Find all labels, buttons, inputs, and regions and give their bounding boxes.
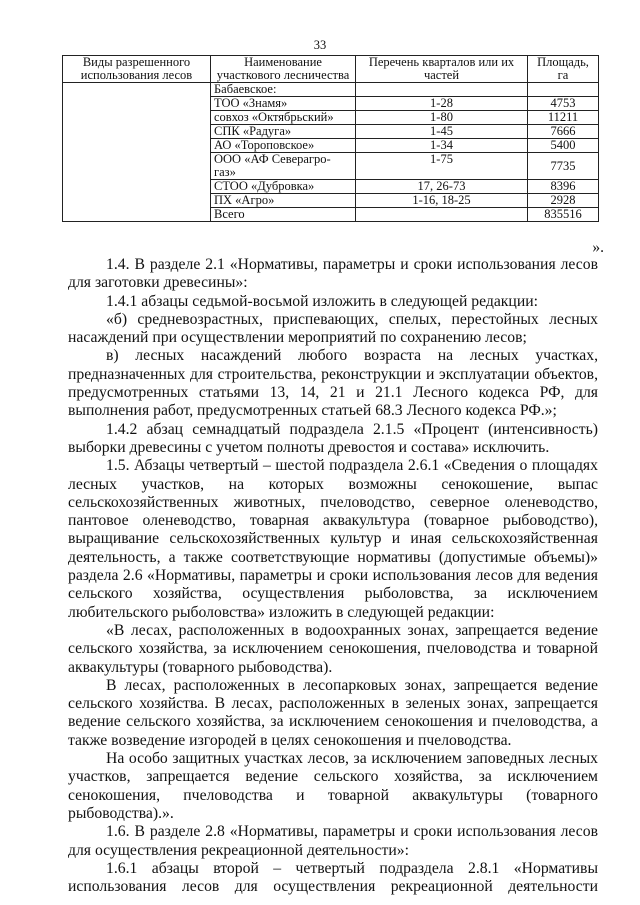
use-cell [63,83,211,222]
page-number: 33 [313,38,327,52]
paragraph: В лесах, расположенных в лесопарковых зонах, запрещается ведение сельского хозяйства. В лесах, расположенных в зеленых зонах, запрещается ведение сельского хозяйства, за исключением сенокошения и пчеловодства, а также возведение изгородей в целях сенокошения и пчеловодства. [68,676,598,749]
area-cell: 7666 [528,125,599,139]
table-closing-quote: ». [592,239,604,256]
paragraph: «В лесах, расположенных в водоохранных зонах, запрещается ведение сельского хозяйства, за исключением сенокошения, пчеловодства и товарной аквакультуры (товарного рыбоводства). [68,621,598,676]
forestry-cell: СТОО «Дубровка» [211,180,356,194]
quarters-cell: 1-16, 18-25 [356,194,528,208]
paragraph: 1.6.1 абзацы второй – четвертый подраздела 2.8.1 «Нормативы использования лесов для осуществления рекреационной деятельности [68,859,598,896]
quarters-cell: 1-28 [356,97,528,111]
quarters-cell [356,208,528,222]
forestry-cell: ООО «АФ Северагро-газ» [211,153,356,180]
paragraph: в) лесных насаждений любого возраста на лесных участках, предназначенных для строительства, реконструкции и эксплуатации объектов, предусмотренных статьями 13, 14, 21 и 21.1 Лесного кодекса РФ, для выполнения работ, предусмотренных статьей 68.3 Лесного кодекса РФ.»; [68,347,598,420]
area-cell: 7735 [528,153,599,180]
area-cell: 8396 [528,180,599,194]
paragraph: 1.5. Абзацы четвертый – шестой подраздела 2.6.1 «Сведения о площадях лесных участков, на которых возможны сенокошение, выпас сельскохозяйственных животных, пчеловодство, северное оленеводство, пантовое оленеводство, товарная аквакультура (товарное рыбоводство), выращивание сельскохозяйственных культур и иная сельскохозяйственная деятельность, а также соответствующие нормативы (допустимые объемы)» раздела 2.6 «Нормативы, параметры и сроки использования лесов для ведения сельского хозяйства, осуществления рыболовства, за исключением любительского рыболовства» изложить в следующей редакции: [68,457,598,621]
header-area: Площадь, га [528,56,599,83]
total-label-cell: Всего [211,208,356,222]
area-cell: 2928 [528,194,599,208]
quarters-cell: 1-45 [356,125,528,139]
paragraph: На особо защитных участках лесов, за исключением заповедных лесных участков, запрещается ведение сельского хозяйства, за исключением сенокошения, пчеловодства и товарной аквакультуры (товарного рыбоводства).». [68,750,598,822]
paragraph: 1.4.1 абзацы седьмой-восьмой изложить в следующей редакции: [106,292,538,310]
forestry-cell: совхоз «Октябрьский» [211,111,356,125]
forest-use-table [62,55,599,222]
paragraph: 1.4. В разделе 2.1 «Нормативы, параметры и сроки использования лесов для заготовки древесины»: [68,256,598,292]
forestry-cell: ТОО «Знамя» [211,97,356,111]
paragraph: 1.4.2 абзац семнадцатый подраздела 2.1.5 «Процент (интенсивность) выборки древесины с учетом полноты древостоя и состава» исключить. [68,420,598,456]
quarters-cell: 1-80 [356,111,528,125]
quarters-cell [356,83,528,97]
paragraph: 1.6. В разделе 2.8 «Нормативы, параметры и сроки использования лесов для осуществления рекреационной деятельности»: [68,823,598,859]
forestry-cell: АО «Тороповское» [211,139,356,153]
table-header-row [63,56,599,83]
document-body [68,256,598,896]
quarters-cell: 1-75 [356,153,528,180]
header-quarters: Перечень кварталов или их частей [356,56,528,83]
forestry-cell: Бабаевское: [211,83,356,97]
area-cell [528,83,599,97]
quarters-cell: 17, 26-73 [356,180,528,194]
area-cell: 11211 [528,111,599,125]
area-cell: 5400 [528,139,599,153]
table-row [63,83,599,97]
header-use: Виды разрешенного использования лесов [63,56,211,83]
area-cell: 4753 [528,97,599,111]
quarters-cell: 1-34 [356,139,528,153]
paragraph: «б) средневозрастных, приспевающих, спелых, перестойных лесных насаждений при осуществлении мероприятий по сохранению лесов; [68,310,598,347]
header-forestry: Наименование участкового лесничества [211,56,356,83]
total-area-cell: 835516 [528,208,599,222]
forestry-cell: СПК «Радуга» [211,125,356,139]
forestry-cell: ПХ «Агро» [211,194,356,208]
